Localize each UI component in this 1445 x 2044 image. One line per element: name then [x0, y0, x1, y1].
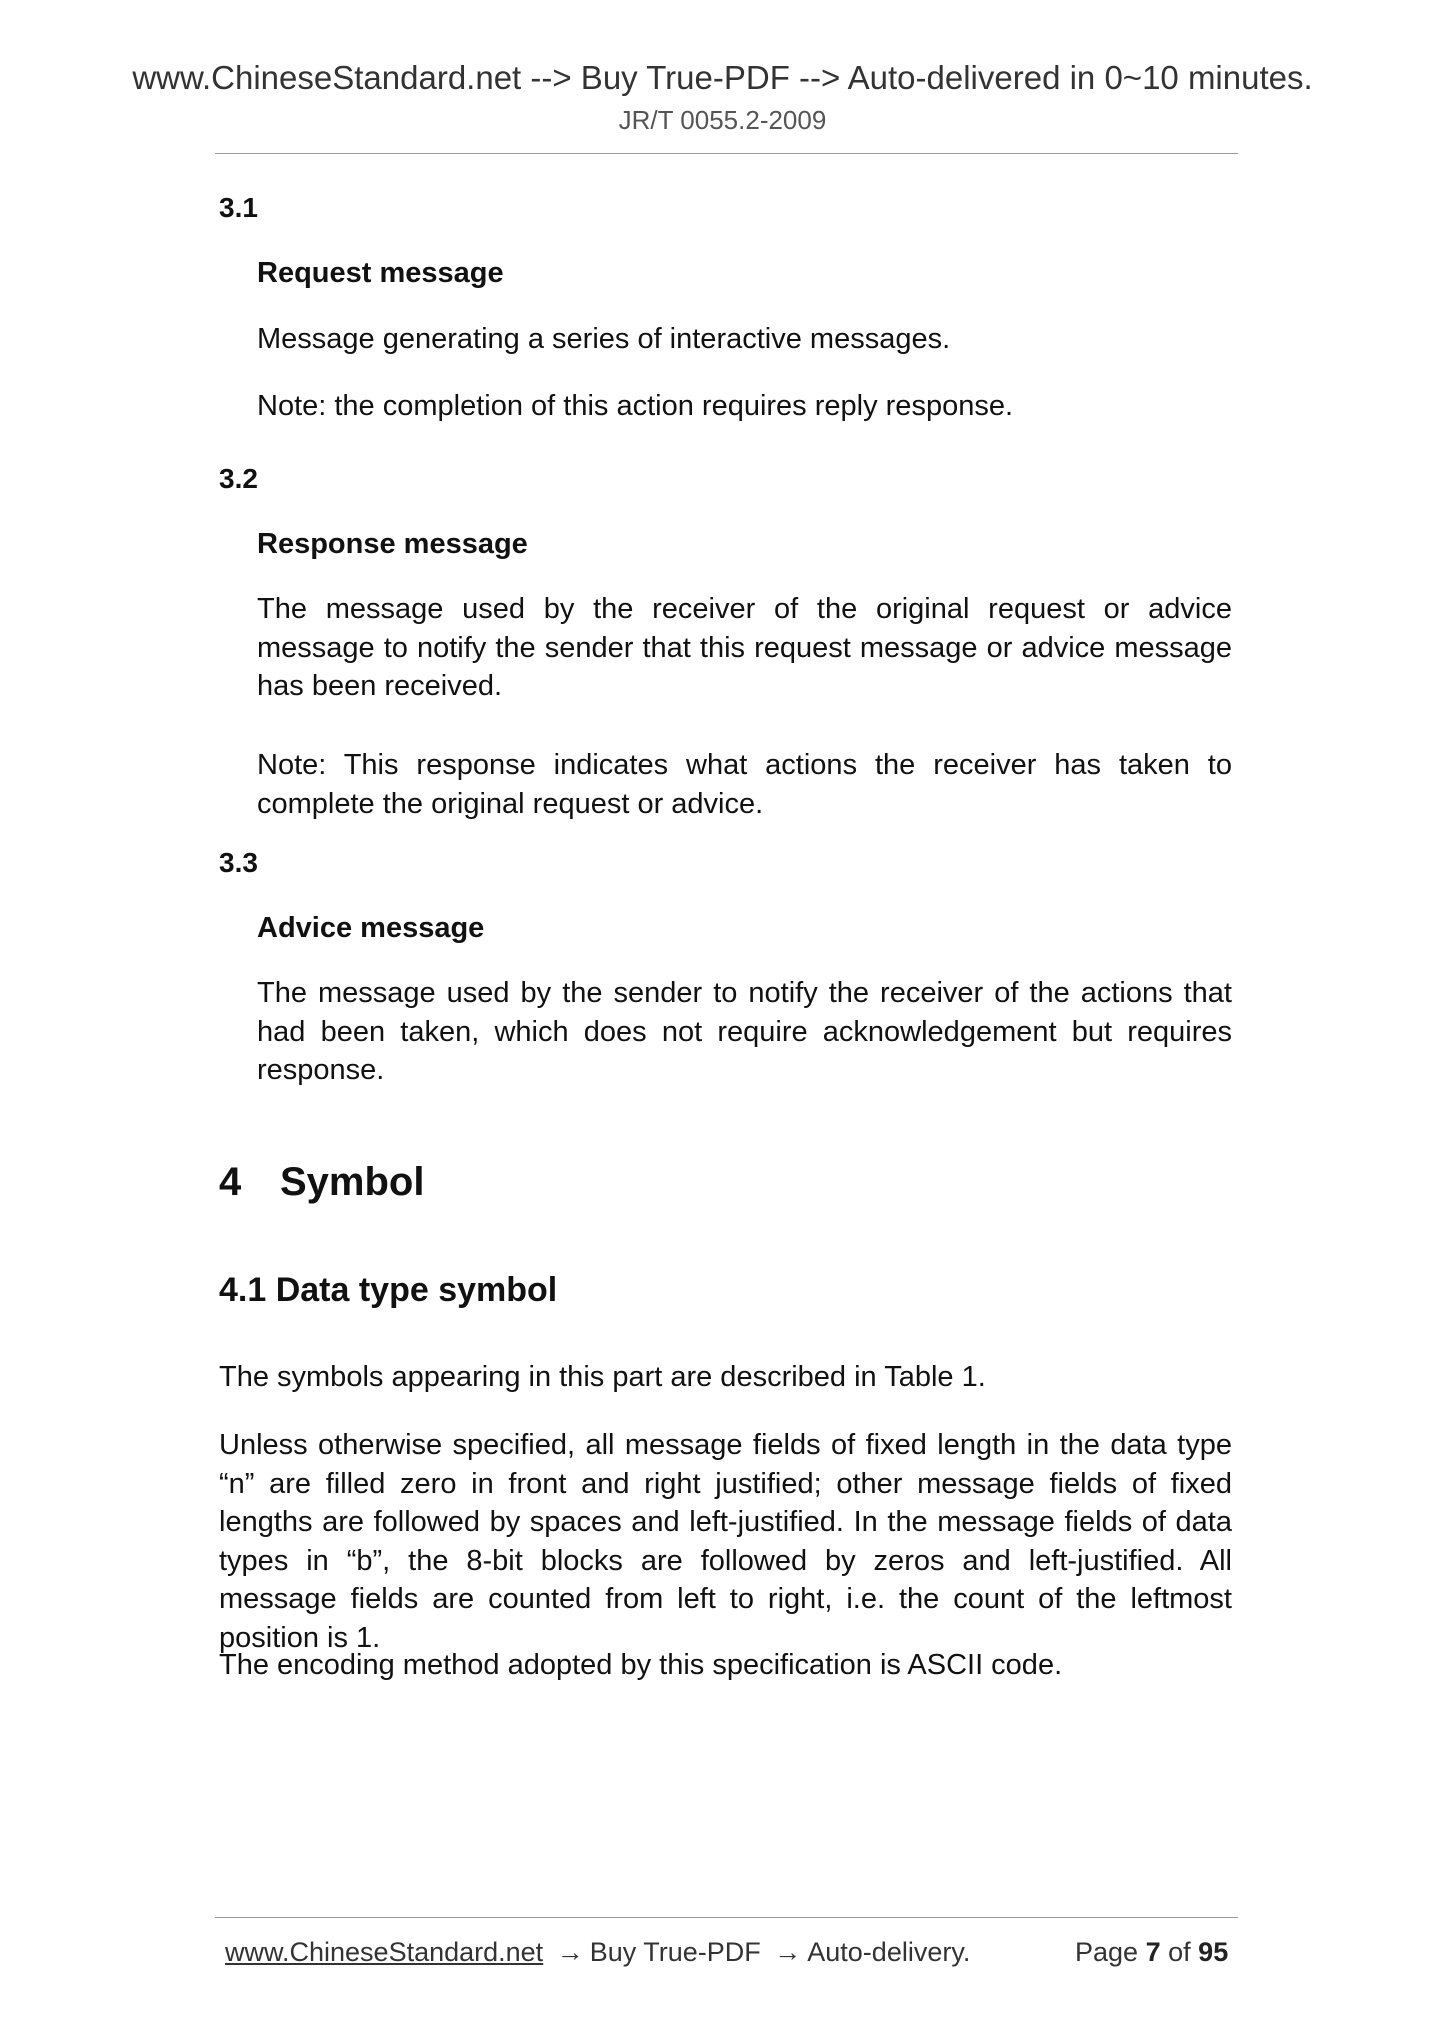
section-number: 4: [219, 1160, 242, 1204]
term-response-message: Response message: [257, 528, 528, 560]
clause-number-3-3: 3.3: [219, 847, 258, 878]
page-current: 7: [1145, 1937, 1161, 1967]
subsection-heading-data-type-symbol: 4.1 Data type symbol: [219, 1271, 558, 1309]
section-title: Symbol: [280, 1160, 425, 1204]
standard-code: JR/T 0055.2-2009: [618, 105, 827, 135]
delivery-text: Auto-delivery.: [807, 1937, 971, 1967]
footer-divider: [215, 1917, 1238, 1918]
definition-response-message: The message used by the receiver of the original request or advice message to notify the sender that this request message or advice message has been received.: [257, 593, 1232, 702]
page-number: [1075, 1935, 1228, 1969]
section-heading-symbol: [219, 1158, 424, 1206]
clause-number-3-1: 3.1: [219, 192, 258, 223]
note-request-message: Note: the completion of this action requires reply response.: [257, 390, 1014, 422]
clause-number-3-2: 3.2: [219, 463, 258, 494]
definition-advice-message: The message used by the sender to notify the receiver of the actions that had been taken, which does not require acknowledgement but requires response.: [257, 977, 1232, 1086]
note-response-message: Note: This response indicates what actions the receiver has taken to complete the original request or advice.: [257, 749, 1232, 820]
buy-link[interactable]: Buy True-PDF: [589, 1937, 761, 1967]
footer-links: [225, 1935, 970, 1969]
page-of: of: [1168, 1937, 1191, 1967]
paragraph-table-reference: The symbols appearing in this part are described in Table 1.: [219, 1361, 986, 1393]
site-link[interactable]: www.ChineseStandard.net: [225, 1937, 544, 1967]
page-label: Page: [1075, 1937, 1139, 1967]
paragraph-encoding-method: The encoding method adopted by this specification is ASCII code.: [219, 1649, 1063, 1681]
arrow-right-icon: →: [774, 1937, 802, 1967]
definition-request-message: Message generating a series of interactive messages.: [257, 323, 951, 355]
term-advice-message: Advice message: [257, 912, 485, 944]
page-total: 95: [1198, 1937, 1229, 1967]
term-request-message: Request message: [257, 257, 504, 289]
header-divider: [215, 153, 1238, 154]
arrow-right-icon: →: [556, 1937, 584, 1967]
header-banner: www.ChineseStandard.net --> Buy True-PDF --> Auto-delivered in 0~10 minutes.: [132, 59, 1313, 96]
paragraph-field-justification: Unless otherwise specified, all message fields of fixed length in the data type “n” are filled zero in front and right justified; other message fields of fixed lengths are followed by spaces and left-justified. In the message fields of data types in “b”, the 8-bit blocks are followed by zeros and left-justified. All message fields are counted from left to right, i.e. the count of the leftmost position is 1.: [219, 1429, 1232, 1654]
